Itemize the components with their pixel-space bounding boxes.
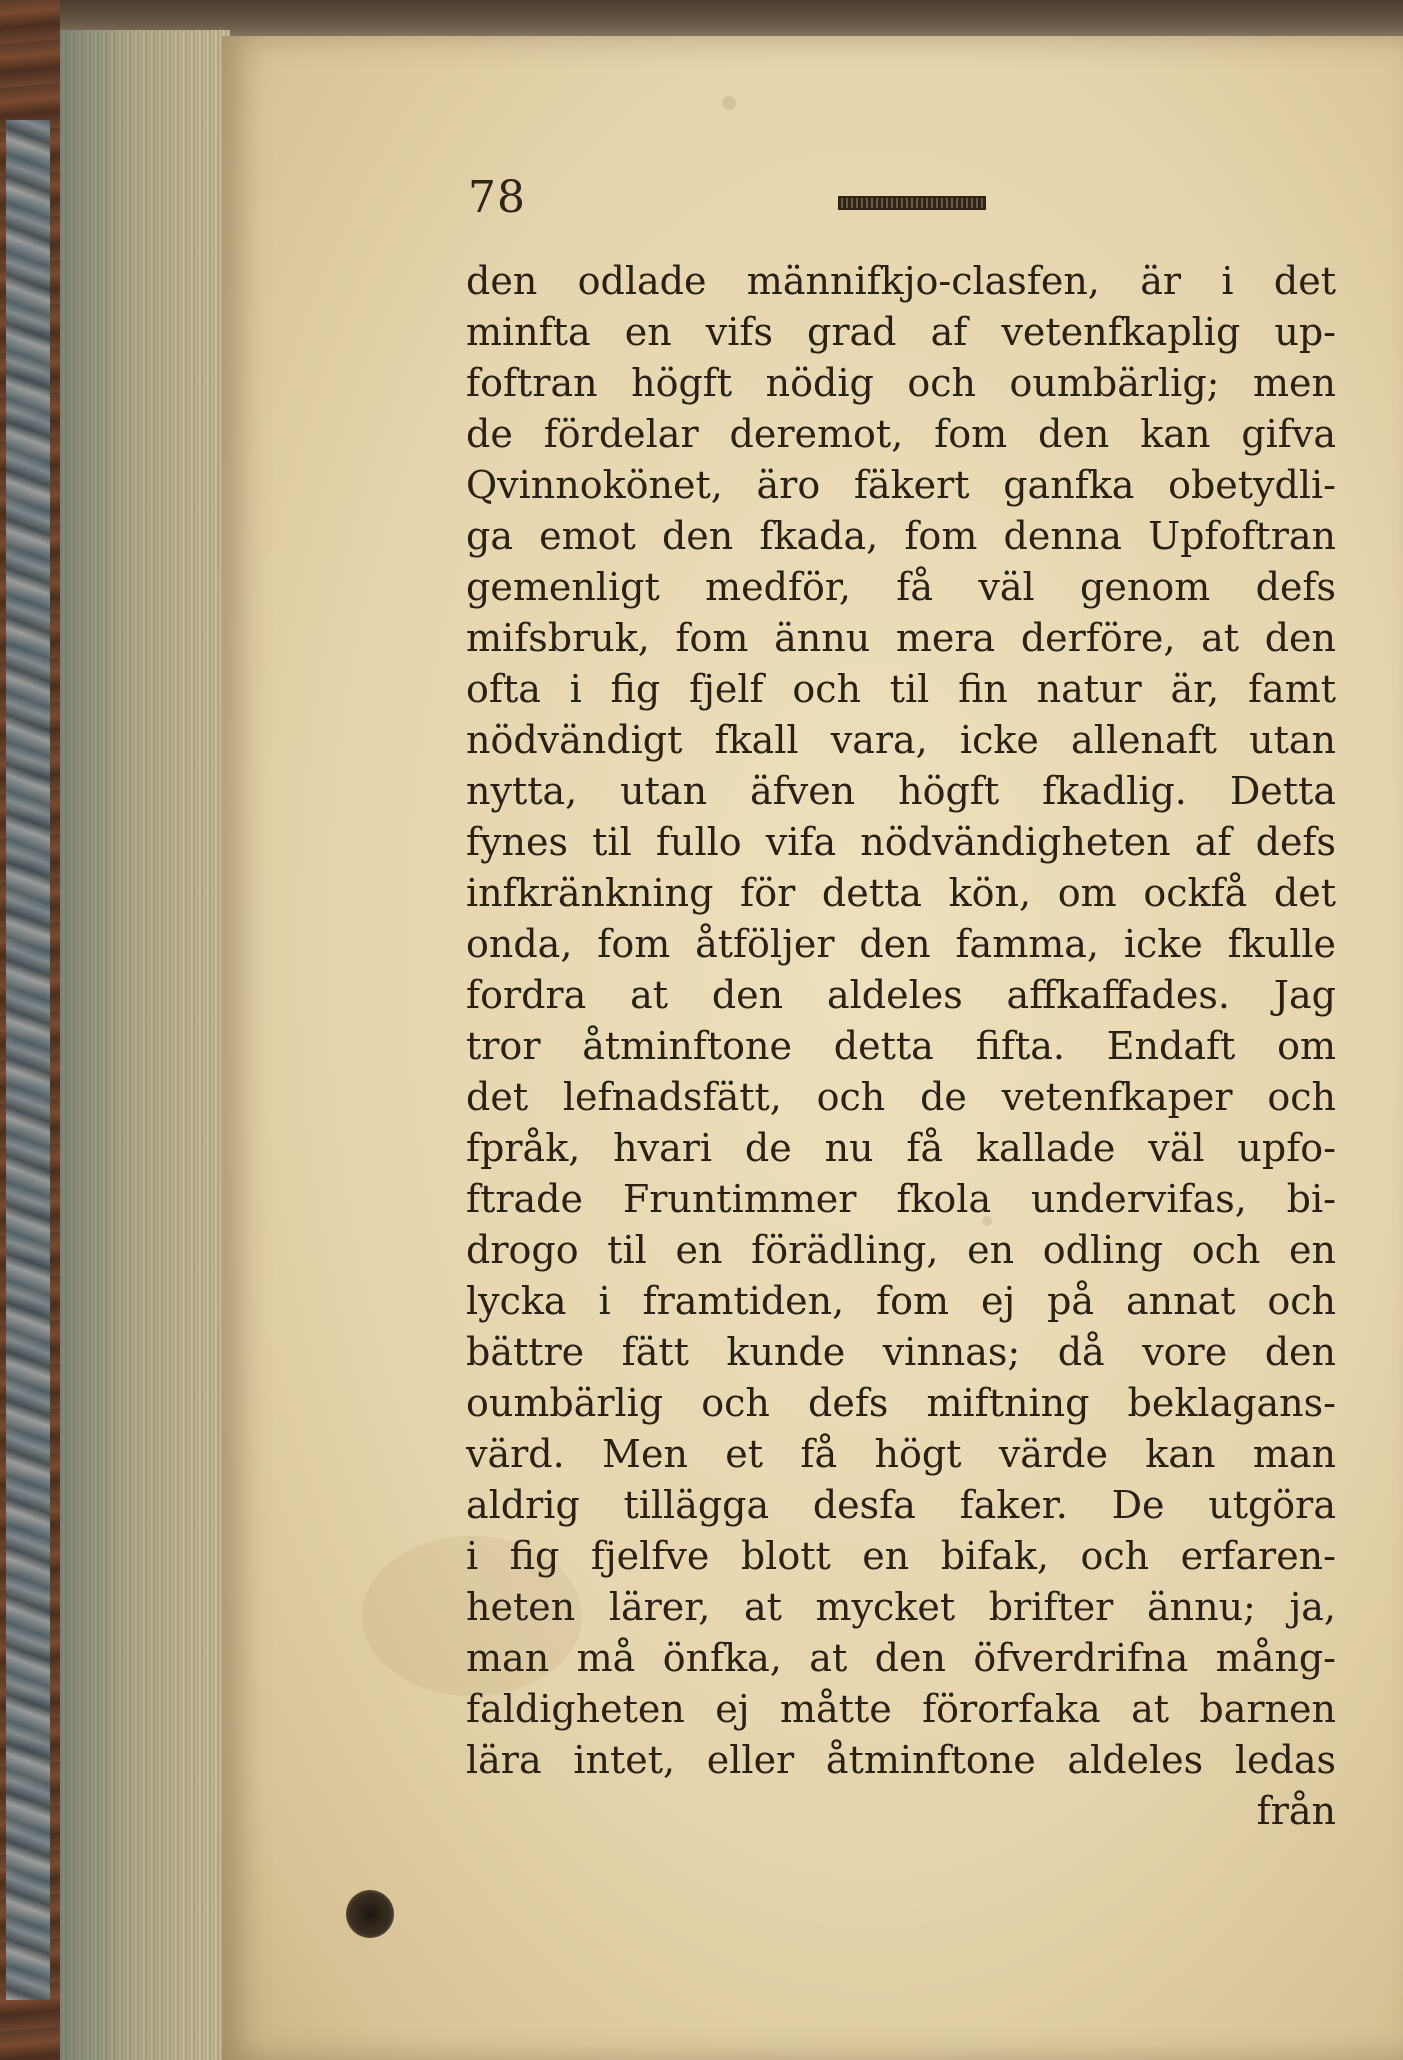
text-line: foftran högft nödig och oumbärlig; men [466, 361, 1336, 405]
text-line: fynes til fullo vifa nödvändigheten af defs [466, 820, 1336, 864]
text-line: nödvändigt fkall vara, icke allenaft utan [466, 718, 1336, 762]
text-line: drogo til en förädling, en odling och en [466, 1228, 1336, 1272]
text-line: den odlade männifkjo-clasfen, är i det [466, 259, 1336, 303]
page-number: 78 [468, 172, 526, 223]
text-line: man må önfka, at den öfverdrifna mång- [466, 1636, 1336, 1680]
page-wormhole [346, 1890, 394, 1938]
text-line: värd. Men et få högt värde kan man [466, 1432, 1336, 1476]
text-line: ga emot den fkada, fom denna Upfoftran [466, 514, 1336, 558]
text-line: minfta en vifs grad af vetenfkaplig up- [466, 310, 1336, 354]
text-line: heten lärer, at mycket brifter ännu; ja, [466, 1585, 1336, 1629]
text-line: fpråk, hvari de nu få kallade väl upfo- [466, 1126, 1336, 1170]
text-line: infkränkning för detta kön, om ockfå det [466, 871, 1336, 915]
text-line: fordra at den aldeles affkaffades. Jag [466, 973, 1336, 1017]
page-edges-shadow [60, 30, 230, 2060]
text-line: bättre fätt kunde vinnas; då vore den [466, 1330, 1336, 1374]
text-line: ftrade Fruntimmer fkola undervifas, bi- [466, 1177, 1336, 1221]
text-line: i fig fjelfve blott en bifak, och erfaren- [466, 1534, 1336, 1578]
text-line: oumbärlig och defs miftning beklagans- [466, 1381, 1336, 1425]
text-line: det lefnadsfätt, och de vetenfkaper och [466, 1075, 1336, 1119]
text-line: mifsbruk, fom ännu mera derföre, at den [466, 616, 1336, 660]
catchword: från [1256, 1789, 1336, 1833]
marbled-cover-edge [6, 120, 50, 2000]
text-line: gemenligt medför, få väl genom defs [466, 565, 1336, 609]
text-line: onda, fom åtföljer den famma, icke fkulle [466, 922, 1336, 966]
text-line: ofta i fig fjelf och til fin natur är, famt [466, 667, 1336, 711]
text-line: faldigheten ej måtte förorfaka at barnen [466, 1687, 1336, 1731]
text-line: nytta, utan äfven högft fkadlig. Detta [466, 769, 1336, 813]
text-line: de fördelar deremot, fom den kan gifva [466, 412, 1336, 456]
text-line: tror åtminftone detta fifta. Endaft om [466, 1024, 1336, 1068]
foxing-spot [722, 96, 736, 110]
page-body-text [466, 256, 1336, 1837]
header-ornament-rule [838, 196, 986, 210]
text-line: lycka i framtiden, fom ej på annat och [466, 1279, 1336, 1323]
book-spine [0, 0, 60, 2060]
text-line: lära intet, eller åtminftone aldeles ledas [466, 1738, 1336, 1782]
text-line: aldrig tillägga desfa faker. De utgöra [466, 1483, 1336, 1527]
text-line: Qvinnokönet, äro fäkert ganfka obetydli- [466, 463, 1336, 507]
